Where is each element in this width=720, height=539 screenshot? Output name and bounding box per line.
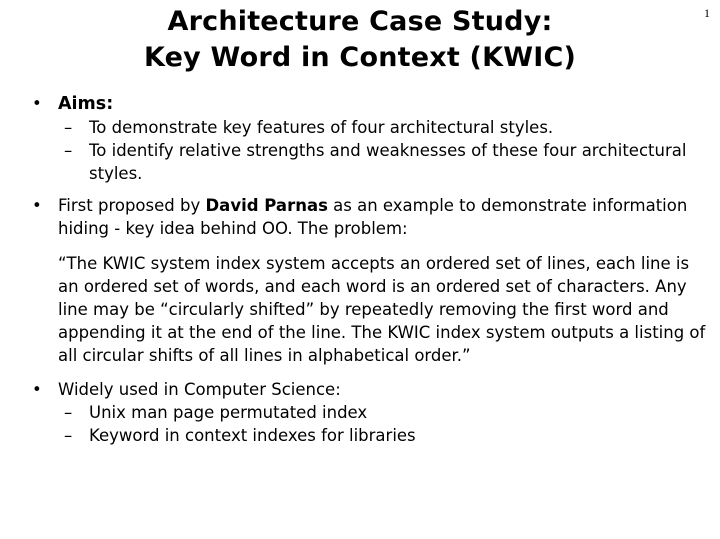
- bullet-first-prefix: First proposed by: [58, 196, 206, 215]
- dash-marker: –: [64, 403, 73, 422]
- bullet-marker: •: [32, 94, 42, 113]
- sub-bullet-text: To demonstrate key features of four architectural styles.: [89, 118, 554, 137]
- dash-marker: –: [64, 426, 73, 445]
- bullet-first-suffix: as an example to demonstrate information hiding - key idea behind OO. The problem:: [58, 196, 688, 238]
- sub-bullet-text: Keyword in context indexes for libraries: [89, 426, 416, 445]
- bullet-first-proposed: [28, 194, 712, 240]
- kwic-problem-quote: “The KWIC system index system accepts an ordered set of lines, each line is an ordered set of words, and each word is an ordered set of characters. Any line may be “circularly shifted” by repeatedly removing the first word and appending it at the end of the line. The KWIC index system outputs a listing of all circular shifts of all lines in alphabetical order.”: [58, 254, 706, 365]
- bullet-aims-label: Aims:: [58, 94, 114, 114]
- author-name: David Parnas: [205, 196, 328, 215]
- sub-bullet-aims-2: [28, 139, 712, 185]
- bullet-marker: •: [32, 196, 42, 215]
- sub-bullet-widely-2: [28, 424, 712, 447]
- slide-content: [28, 92, 712, 447]
- sub-bullet-widely-1: [28, 401, 712, 424]
- dash-marker: –: [64, 141, 73, 160]
- sub-bullet-aims-1: [28, 116, 712, 139]
- slide-title-line-2: Key Word in Context (KWIC): [143, 42, 577, 73]
- bullet-widely-label: Widely used in Computer Science:: [58, 380, 341, 399]
- slide-title: [0, 4, 720, 76]
- sub-bullet-text: Unix man page permutated index: [89, 403, 368, 422]
- sub-bullet-text: To identify relative strengths and weaknesses of these four architectural styles.: [89, 141, 687, 183]
- slide-title-line-1: Architecture Case Study:: [167, 6, 553, 37]
- bullet-marker: •: [32, 380, 42, 399]
- bullet-widely-used: [28, 378, 712, 401]
- dash-marker: –: [64, 118, 73, 137]
- bullet-aims: [28, 92, 712, 116]
- page-number: 1: [704, 6, 710, 20]
